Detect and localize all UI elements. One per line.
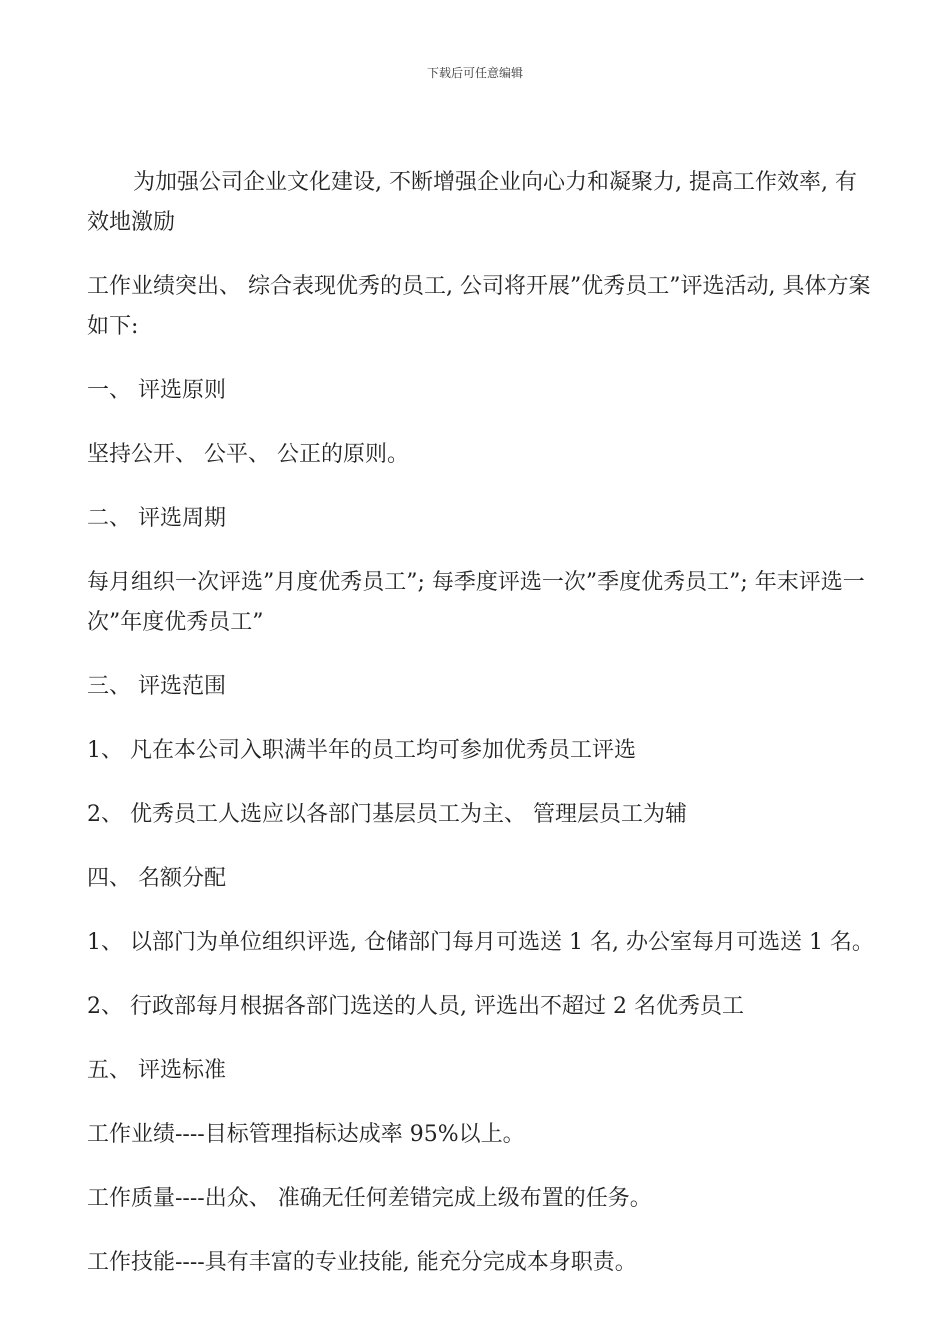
intro-paragraph-continued: 工作业绩突出、 综合表现优秀的员工, 公司将开展”优秀员工”评选活动, 具体方案如下:	[87, 274, 871, 339]
section-heading-principles: 一、 评选原则	[87, 378, 226, 403]
section-heading-quota: 四、 名额分配	[87, 866, 226, 891]
section-line: 1、 以部门为单位组织评选, 仓储部门每月可选送 1 名, 办公室每月可选送 1 名。	[87, 930, 874, 955]
section-line: 工作业绩----目标管理指标达成率 95%以上。	[87, 1122, 525, 1147]
section-line: 坚持公开、 公平、 公正的原则。	[87, 442, 409, 467]
section-heading-cycle: 二、 评选周期	[87, 506, 226, 531]
section-line: 工作技能----具有丰富的专业技能, 能充分完成本身职责。	[87, 1250, 637, 1275]
section-line: 1、 凡在本公司入职满半年的员工均可参加优秀员工评选	[87, 738, 636, 763]
section-line: 每月组织一次评选”月度优秀员工”; 每季度评选一次”季度优秀员工”; 年末评选一次”年度优秀员工”	[87, 570, 865, 635]
section-line: 2、 行政部每月根据各部门选送的人员, 评选出不超过 2 名优秀员工	[87, 994, 744, 1019]
document-body	[87, 163, 877, 1307]
intro-paragraph: 为加强公司企业文化建设, 不断增强企业向心力和凝聚力, 提高工作效率, 有效地激励	[87, 170, 857, 235]
page-header-note: 下载后可任意编辑	[426, 66, 523, 80]
section-line: 工作质量----出众、 准确无任何差错完成上级布置的任务。	[87, 1186, 652, 1211]
section-heading-scope: 三、 评选范围	[87, 674, 226, 699]
section-heading-criteria: 五、 评选标准	[87, 1058, 226, 1083]
section-line: 2、 优秀员工人选应以各部门基层员工为主、 管理层员工为辅	[87, 802, 687, 827]
